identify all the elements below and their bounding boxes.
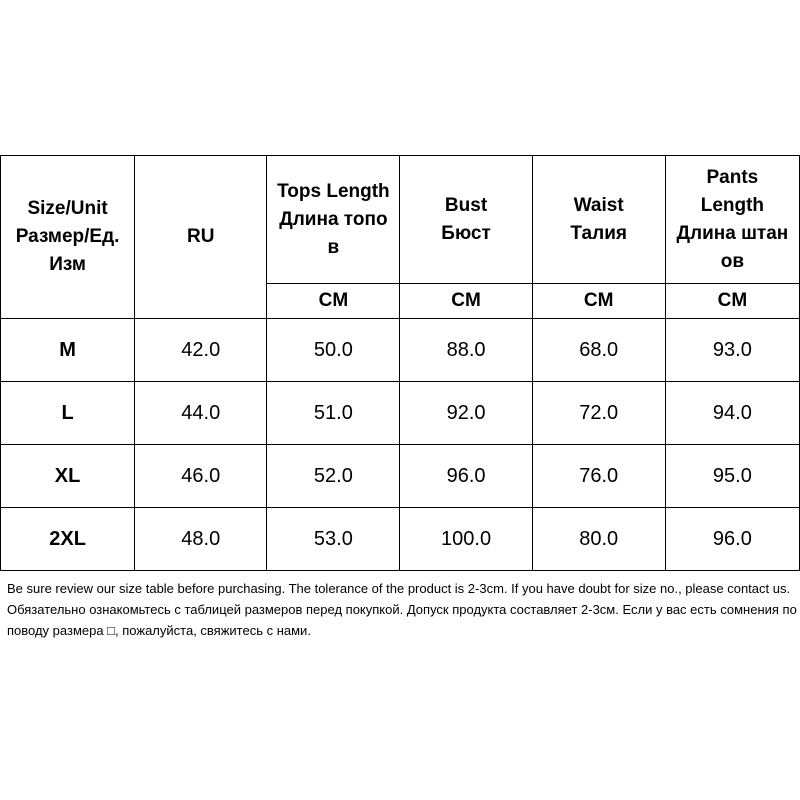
unit-cell: CM	[267, 284, 400, 319]
tops-cell: 53.0	[267, 508, 400, 571]
table-row	[1, 508, 800, 571]
header-pants-length: Pants Length Длина штан ов	[665, 156, 799, 284]
waist-cell: 68.0	[532, 319, 665, 382]
size-cell: M	[1, 319, 135, 382]
ru-cell: 44.0	[135, 382, 267, 445]
table-row	[1, 445, 800, 508]
unit-cell: CM	[532, 284, 665, 319]
size-notes	[7, 578, 797, 641]
header-bust: Bust Бюст	[400, 156, 532, 284]
size-cell: XL	[1, 445, 135, 508]
bust-cell: 100.0	[400, 508, 532, 571]
bust-cell: 88.0	[400, 319, 532, 382]
size-cell: L	[1, 382, 135, 445]
waist-cell: 76.0	[532, 445, 665, 508]
ru-cell: 48.0	[135, 508, 267, 571]
tops-cell: 51.0	[267, 382, 400, 445]
ru-cell: 46.0	[135, 445, 267, 508]
bust-cell: 92.0	[400, 382, 532, 445]
ru-cell: 42.0	[135, 319, 267, 382]
note-english: Be sure review our size table before purchasing. The tolerance of the product is 2-3cm. If you have doubt for size no., please contact us.	[7, 581, 791, 596]
bust-cell: 96.0	[400, 445, 532, 508]
header-size-unit: Size/Unit Размер/Ед. Изм	[1, 156, 135, 319]
unit-cell: CM	[400, 284, 532, 319]
note-russian: Обязательно ознакомьтесь с таблицей размеров перед покупкой. Допуск продукта составляет 2-3см. Если у вас есть сомнения по поводу размера □, пожалуйста, свяжитесь с нами.	[7, 602, 797, 638]
size-cell: 2XL	[1, 508, 135, 571]
pants-cell: 95.0	[665, 445, 799, 508]
size-table	[0, 155, 800, 571]
header-row	[1, 156, 800, 284]
pants-cell: 94.0	[665, 382, 799, 445]
header-waist: Waist Талия	[532, 156, 665, 284]
header-ru: RU	[135, 156, 267, 319]
unit-cell: CM	[665, 284, 799, 319]
pants-cell: 96.0	[665, 508, 799, 571]
waist-cell: 80.0	[532, 508, 665, 571]
tops-cell: 52.0	[267, 445, 400, 508]
tops-cell: 50.0	[267, 319, 400, 382]
waist-cell: 72.0	[532, 382, 665, 445]
table-row	[1, 319, 800, 382]
pants-cell: 93.0	[665, 319, 799, 382]
header-tops-length: Tops Length Длина топо в	[267, 156, 400, 284]
table-row	[1, 382, 800, 445]
